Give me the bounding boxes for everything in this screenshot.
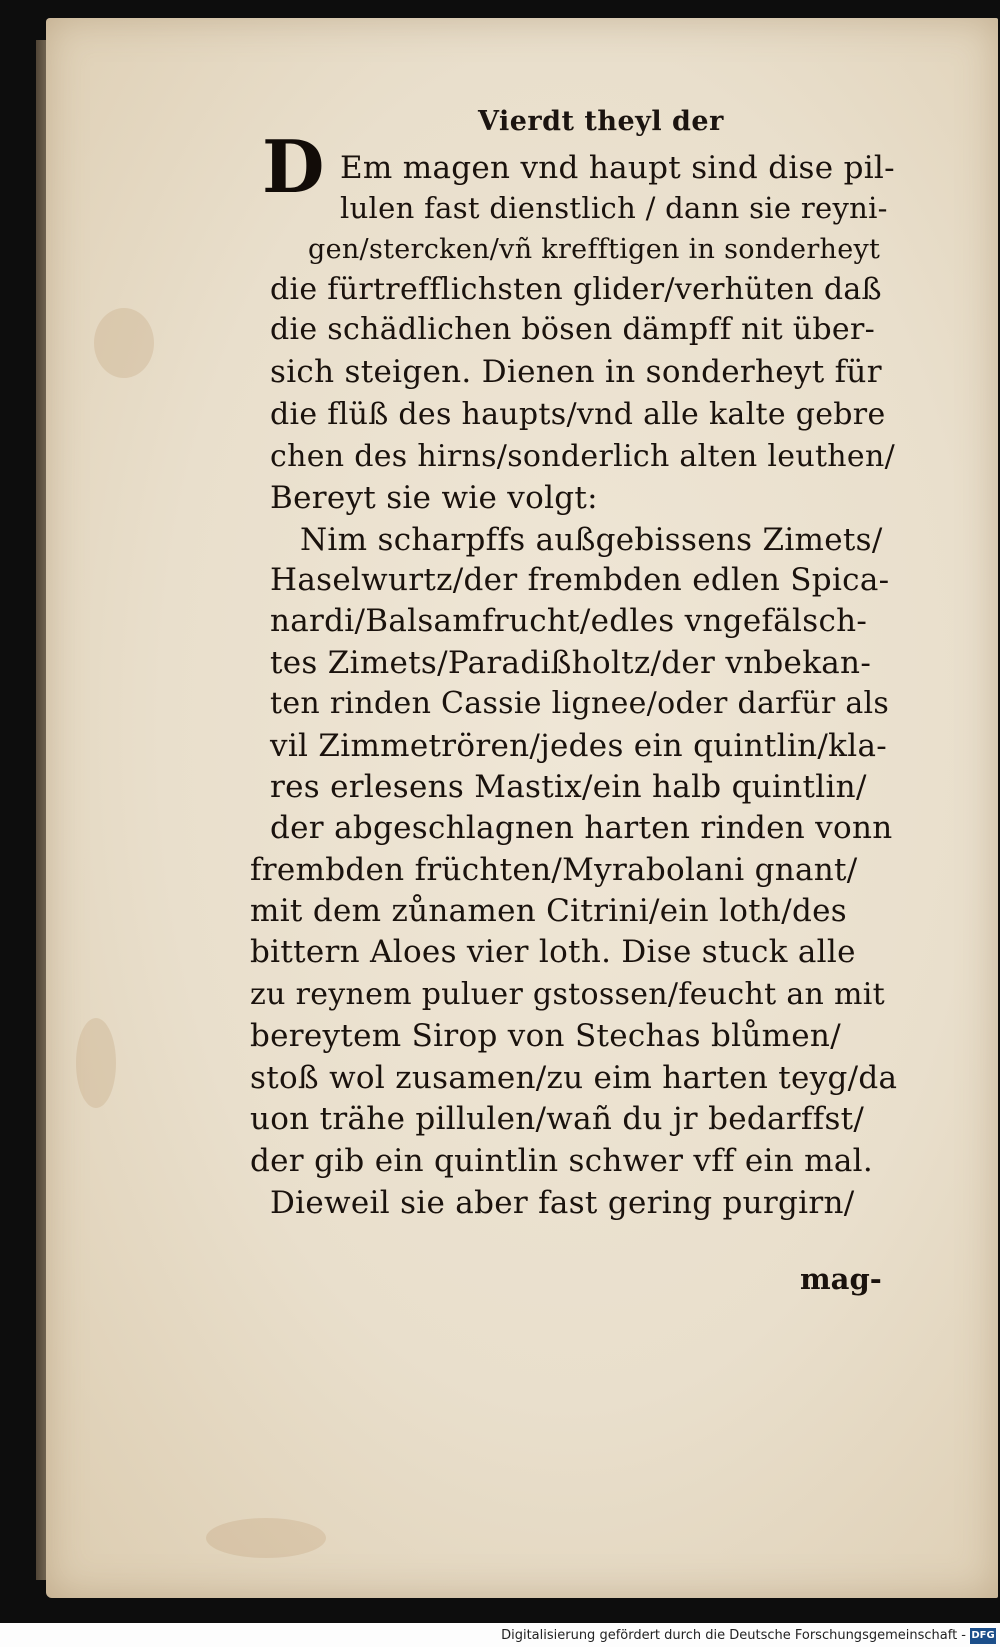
text-line: mit dem zůnamen Citrini/ein loth/des [250,893,847,929]
text-line: bereytem Sirop von Stechas blůmen/ [250,1018,841,1054]
text-line: nardi/Balsamfrucht/edles vngefälsch- [270,603,868,639]
text-line: lulen fast dienstlich / dann sie reyni- [340,191,888,225]
dfg-logo: DFG [970,1628,996,1644]
text-line: bittern Aloes vier loth. Dise stuck alle [250,934,856,970]
text-line: zu reynem puluer gstossen/feucht an mit [250,977,885,1012]
text-line: frembden früchten/Myrabolani gnant/ [250,852,858,888]
footer-bar [0,1623,1000,1647]
drop-cap: D [262,124,325,209]
text-line: die flüß des haupts/vnd alle kalte gebre [270,397,886,432]
text-line: Bereyt sie wie volgt: [270,480,598,516]
text-line: Haselwurtz/der frembden edlen Spica- [270,562,890,598]
text-line: uon trähe pillulen/wañ du jr bedarffst/ [250,1101,865,1137]
text-line: die fürtrefflichsten glider/verhüten daß [270,272,882,307]
text-line: der gib ein quintlin schwer vff ein mal. [250,1143,874,1179]
text-line: gen/stercken/vñ krefftigen in sonderheyt [308,234,881,265]
text-line: die schädlichen bösen dämpff nit über- [270,312,876,347]
funding-credit: Digitalisierung gefördert durch die Deutsche Forschungsgemeinschaft - [501,1628,966,1643]
text-line: tes Zimets/Paradißholtz/der vnbekan- [270,645,872,681]
text-line: res erlesens Mastix/ein halb quintlin/ [270,769,867,805]
text-line: vil Zimmetrören/jedes ein quintlin/kla- [270,728,888,764]
text-line: Em magen vnd haupt sind dise pil- [340,150,895,186]
text-line: der abgeschlagnen harten rinden vonn [270,810,893,846]
text-line: Nim scharpffs außgebissens Zimets/ [300,522,883,558]
text-line: stoß wol zusamen/zu eim harten teyg/da [250,1060,898,1096]
text-line: sich steigen. Dienen in sonderheyt für [270,354,882,390]
paper-stain [76,1018,116,1108]
running-head: Vierdt theyl der [478,106,724,137]
catchword: mag- [800,1262,882,1296]
paper-stain [206,1518,326,1558]
text-line: chen des hirns/sonderlich alten leuthen/ [270,439,896,474]
text-line: ten rinden Cassie lignee/oder darfür als [270,686,890,721]
paper-stain [94,308,154,378]
text-line: Dieweil sie aber fast gering purgirn/ [270,1185,855,1221]
